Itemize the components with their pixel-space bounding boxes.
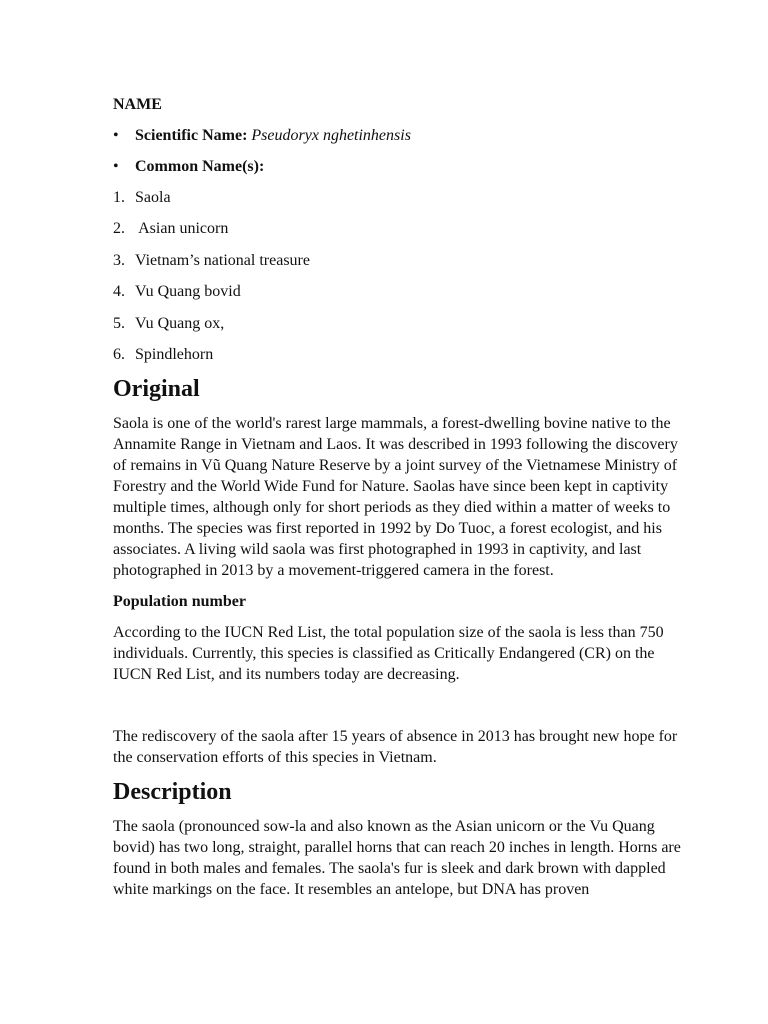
- empty-line: [113, 695, 681, 726]
- list-item: [113, 250, 681, 271]
- population-heading: Population number: [113, 593, 246, 611]
- bullet-icon: •: [113, 158, 119, 175]
- list-item-number: 3.: [113, 251, 125, 269]
- rediscovery-paragraph: The rediscovery of the saola after 15 years of absence in 2013 has brought new hope for the conservation efforts of this species in Vietnam.: [113, 728, 678, 767]
- list-item: [113, 281, 681, 302]
- list-item-number: 6.: [113, 345, 125, 363]
- list-item: [113, 187, 681, 208]
- document-body: [113, 94, 681, 910]
- name-heading: NAME: [113, 96, 162, 113]
- bullet-icon: •: [113, 127, 119, 144]
- list-item-text: Vu Quang ox,: [135, 314, 225, 332]
- population-paragraph: According to the IUCN Red List, the total population size of the saola is less than 750 individuals. Currently, this species is classified as Critically Endangered (CR) on the IUCN Red List, and its numbers today are decreasing.: [113, 624, 664, 684]
- list-item-text: Vietnam’s national treasure: [135, 251, 310, 269]
- list-item-text: Spindlehorn: [135, 345, 214, 363]
- description-heading: Description: [113, 779, 232, 806]
- details-list: [113, 125, 681, 177]
- original-heading: Original: [113, 376, 200, 403]
- list-item-text: Saola: [135, 189, 171, 206]
- list-item-number: 4.: [113, 283, 125, 301]
- list-item-number: 1.: [113, 189, 125, 206]
- description-paragraph: The saola (pronounced sow-la and also known as the Asian unicorn or the Vu Quang bovid) has two long, straight, parallel horns that can reach 20 inches in length. Horns are found in both males and females. The saola's fur is sleek and dark brown with dappled white markings on the face. It resembles an antelope, but DNA has proven: [113, 818, 681, 899]
- scientific-name-label: Scientific Name:: [135, 127, 248, 144]
- list-item: [113, 313, 681, 334]
- original-paragraph: Saola is one of the world's rarest large mammals, a forest-dwelling bovine native to the Annamite Range in Vietnam and Laos. It was described in 1993 following the discovery of remains in Vũ Quang Nature Reserve by a joint survey of the Vietnamese Ministry of Forestry and the World Wide Fund for Nature. Saolas have since been kept in captivity multiple times, although only for short periods as they died within a matter of weeks to months. The species was first reported in 1992 by Do Tuoc, a forest ecologist, and his associates. A living wild saola was first photographed in 1993 in captivity, and last photographed in 2013 by a movement-triggered camera in the forest.: [113, 415, 678, 580]
- list-item: [113, 344, 681, 365]
- common-names-list: [113, 187, 681, 365]
- scientific-name-item: [113, 125, 681, 146]
- list-item: [113, 218, 681, 239]
- list-item-text: Asian unicorn: [135, 220, 229, 238]
- list-item-number: 5.: [113, 314, 125, 332]
- common-names-item: [113, 156, 681, 177]
- scientific-name-value: Pseudoryx nghetinhensis: [247, 127, 411, 144]
- list-item-text: Vu Quang bovid: [135, 283, 241, 301]
- list-item-number: 2.: [113, 220, 125, 238]
- common-names-label: Common Name(s):: [135, 158, 265, 175]
